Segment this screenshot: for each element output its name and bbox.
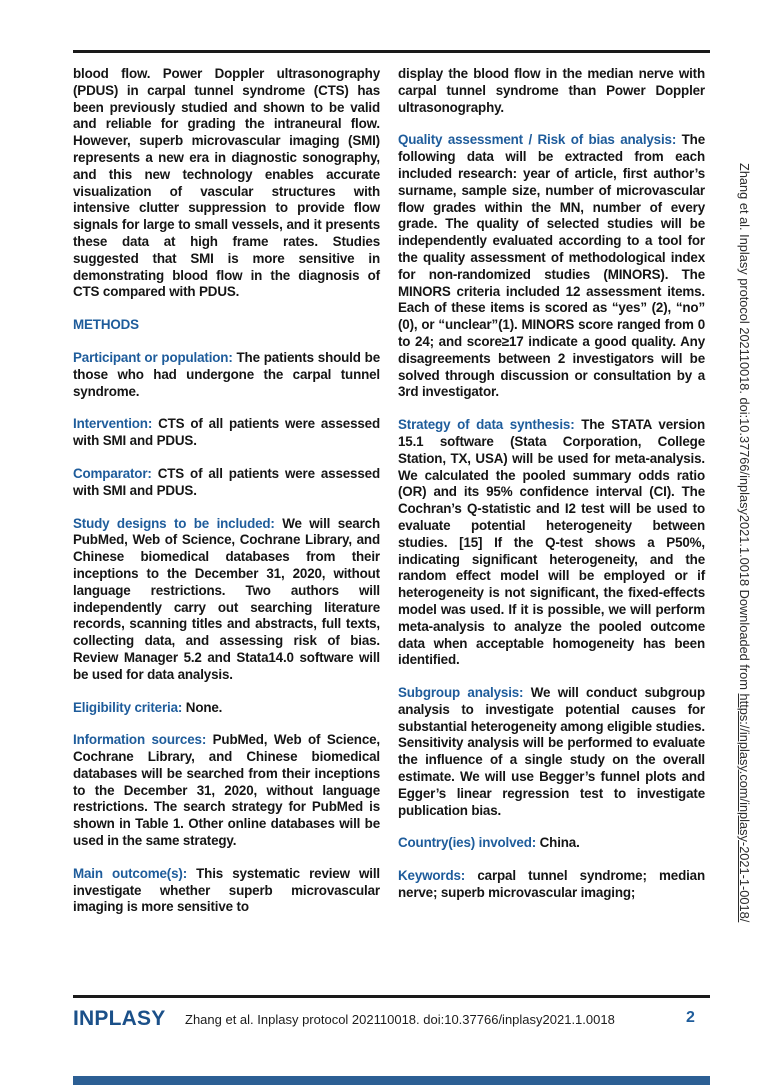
paragraph-text: blood flow. Power Doppler ultrasonography (PDUS) in carpal tunnel syndrome (CTS) has been previously studied and shown to be valid and reliable for grading the intraneural flow. However, superb microvascular imaging (SMI) represents a new era in diagnostic sonography, and this new technology enables accurate visualization of vascular structures with intensive clutter suppression to provide flow signals for large to small vessels, and it presents these data at high frame rates. Studies suggested that SMI is more sensitive in demonstrating blood flow in the diagnosis of CTS compared with PDUS. <box>73 66 380 300</box>
section-label: Main outcome(s): <box>73 865 197 881</box>
paragraph <box>398 132 705 401</box>
paragraph-text: CTS of all patients were assessed with SMI and PDUS. <box>73 416 380 449</box>
section-label: Information sources: <box>73 732 213 748</box>
paragraph <box>398 868 705 902</box>
paragraph-text: None. <box>185 699 223 715</box>
paragraph-text: The STATA version 15.1 software (Stata Corporation, College Station, TX, USA) will be used for meta-analysis. We calculated the pooled summary odds ratio (OR) and its 95% confidence interval (CI). The Cochran’s Q-statistic and I2 test will be used to evaluate potential heterogeneity between studies. [15] If the Q-test shows a P50%, indicating significant heterogeneity, and the random effect model will be employed or if heterogeneity is not significant, the fixed-effects model was used. If it is possible, we will perform meta-analysis to analyze the pooled outcome data when acceptable homogeneity has been identified. <box>398 417 705 668</box>
paragraph <box>398 66 705 116</box>
paragraph-text: China. <box>539 835 580 851</box>
section-label: Keywords: <box>398 868 478 884</box>
section-label: Strategy of data synthesis: <box>398 417 582 433</box>
paragraph <box>73 866 380 916</box>
paragraph <box>73 350 380 400</box>
paragraph <box>73 66 380 301</box>
paragraph <box>398 417 705 669</box>
paragraph <box>73 700 380 717</box>
paragraph <box>73 516 380 684</box>
footer-citation: Zhang et al. Inplasy protocol 202110018. doi:10.37766/inplasy2021.1.0018 <box>185 1012 615 1027</box>
paragraph <box>73 466 380 500</box>
section-label: METHODS <box>73 317 139 333</box>
top-rule <box>73 50 710 53</box>
footer-rule <box>73 995 710 998</box>
section-label: Intervention: <box>73 416 159 432</box>
paragraph <box>73 732 380 850</box>
section-label: Subgroup analysis: <box>398 685 531 701</box>
paragraph <box>73 416 380 450</box>
paragraph-text: PubMed, Web of Science, Cochrane Library, and Chinese biomedical databases will be searched from their inceptions to the December 31, 2020, without language restrictions. The search strategy for PubMed is shown in Table 1. Other online databases will be used in the same strategy. <box>73 732 380 849</box>
page-number: 2 <box>686 1009 695 1026</box>
section-label: Country(ies) involved: <box>398 835 540 851</box>
bottom-blue-bar <box>73 1076 710 1085</box>
section-label: Study designs to be included: <box>73 515 283 531</box>
inplasy-logo: INPLASY <box>73 1007 166 1030</box>
paragraph-text: The patients should be those who had undergone the carpal tunnel syndrome. <box>73 349 380 399</box>
article-body <box>73 66 705 932</box>
right-column <box>398 66 705 932</box>
paragraph-text: CTS of all patients were assessed with SMI and PDUS. <box>73 465 380 498</box>
paragraph <box>398 685 705 819</box>
sidebar-citation-link[interactable]: https://inplasy.com/inplasy-2021-1-0018/ <box>737 693 752 923</box>
paragraph-text: We will search PubMed, Web of Science, Cochrane Library, and Chinese biomedical databases from their inceptions to the December 31, 2020, without language restrictions. Two authors will independently carry out searching literature records, scanning titles and abstracts, full texts, collecting data, and assessing risk of bias. Review Manager 5.2 and Stata14.0 software will be used for data analysis. <box>73 515 380 682</box>
sidebar-citation <box>737 163 752 922</box>
paragraph-text: The following data will be extracted from each included research: year of article, first author’s surname, sample size, number of microvascular flow grades within the MN, number of every grade. The quality of selected studies will be independently evaluated according to a tool for the quality assessment of methodological index for non-randomized studies (MINORS). The MINORS criteria included 12 assessment items. Each of these items is scored as “yes” (2), “no” (0), or “unclear”(1). MINORS score ranged from 0 to 24; and score≥17 indicate a good quality. Any disagreements between 2 investigators will be solved through discussion or consultation by a 3rd investigator. <box>398 132 705 400</box>
section-heading <box>73 317 380 334</box>
paragraph <box>398 835 705 852</box>
paragraph-text: display the blood flow in the median nerve with carpal tunnel syndrome than Power Doppler ultrasonography. <box>398 66 705 115</box>
left-column <box>73 66 380 932</box>
paragraph-text: carpal tunnel syndrome; median nerve; superb microvascular imaging; <box>398 868 705 901</box>
sidebar-citation-text: Zhang et al. Inplasy protocol 202110018. doi:10.37766/inplasy2021.1.0018 Downloaded from <box>737 163 752 694</box>
paragraph-text: This systematic review will investigate whether superb microvascular imaging is more sensitive to <box>73 865 380 915</box>
section-label: Comparator: <box>73 465 158 481</box>
section-label: Eligibility criteria: <box>73 699 186 715</box>
section-label: Participant or population: <box>73 349 237 365</box>
section-label: Quality assessment / Risk of bias analysis: <box>398 132 682 148</box>
paragraph-text: We will conduct subgroup analysis to investigate potential causes for substantial heterogeneity among eligible studies. Sensitivity analysis will be performed to evaluate the influence of a single study on the overall estimate. We will use Begger’s funnel plots and Egger’s linear regression test to investigate publication bias. <box>398 685 705 818</box>
